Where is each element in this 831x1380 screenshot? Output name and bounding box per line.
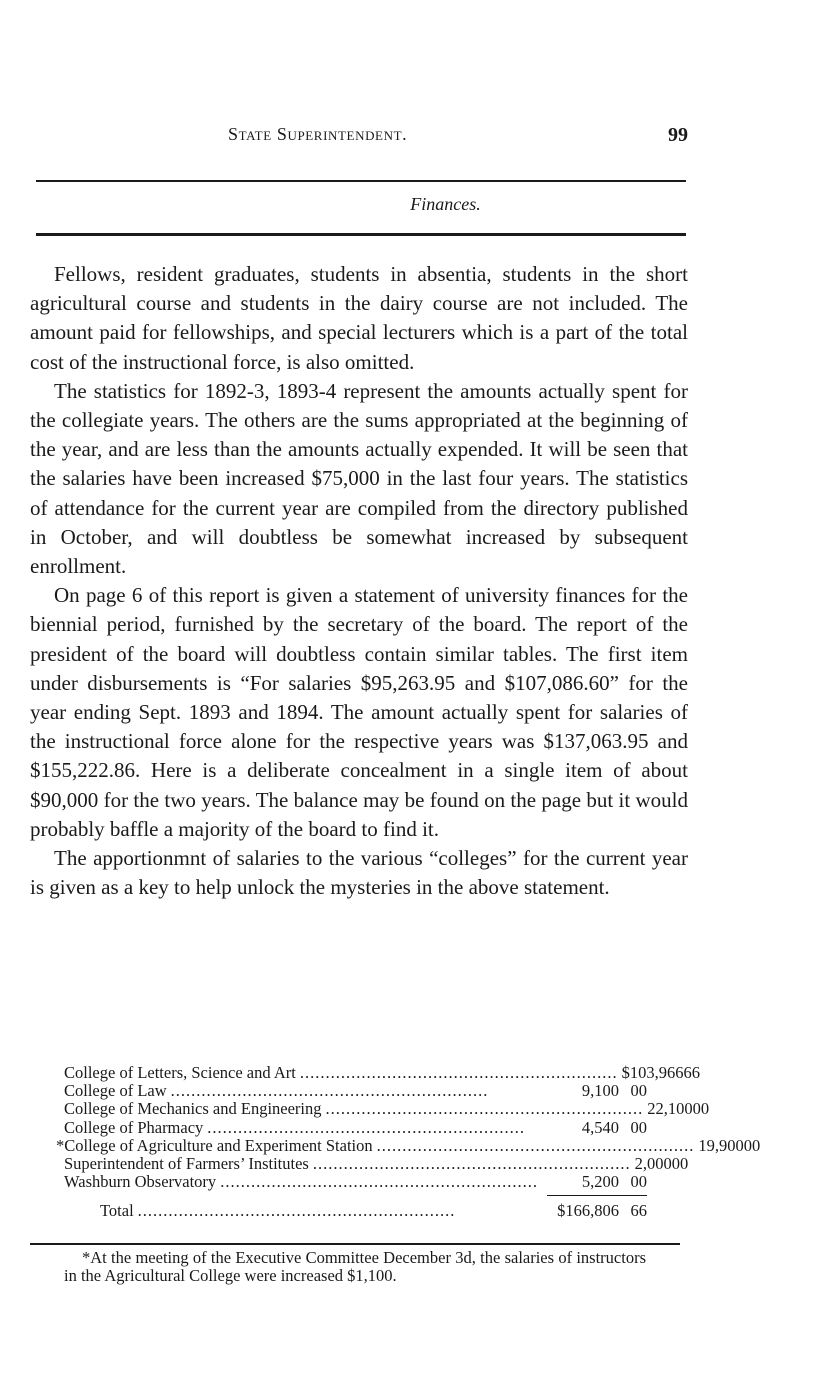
page-number: 99 <box>668 124 688 146</box>
footnote <box>64 1249 646 1285</box>
total-row <box>52 1202 647 1220</box>
footnote-text: *At the meeting of the Executive Committee December 3d, the salaries of instructors in the Agricultural College were increased $1,100. <box>64 1248 646 1285</box>
running-head: State Superintendent. <box>228 124 408 144</box>
row-cents: 00 <box>692 1099 710 1119</box>
paragraph: Fellows, resident graduates, students in absentia, students in the short agricultural course and students in the dairy course are not included. The amount paid for fellowships, and special lecturers which is a part of the total cost of the instructional force, is also omitted. <box>30 262 688 374</box>
leader-dots: .............................................................. <box>325 1099 644 1119</box>
row-dollars: $103,966 <box>621 1063 684 1082</box>
leader-dots: .............................................................. <box>376 1135 695 1155</box>
leader-dots: .............................................................. <box>207 1117 526 1137</box>
row-dollars: 4,540 <box>581 1117 619 1137</box>
row-label: College of Mechanics and Engineering <box>64 1099 322 1119</box>
row-label: Superintendent of Farmers’ Institutes <box>64 1154 309 1174</box>
header-rule-top <box>36 180 686 182</box>
paragraph: The statistics for 1892-3, 1893-4 represent the amounts actually spent for the collegiate years. The others are the sums appropriated at the beginning of the year, and are less than the amounts actually expended. It will be seen that the salaries have been increased $75,000 in the last four years. The statistics of attendance for the current year are compiled from the directory published in October, and will doubtless be somewhat increased by subsequent enrollment. <box>30 378 688 579</box>
row-dollars: 5,200 <box>581 1172 619 1192</box>
total-dollars: $166,806 <box>557 1201 619 1221</box>
row-cents: 00 <box>630 1081 647 1101</box>
leader-dots: .............................................................. <box>170 1081 489 1101</box>
row-dollars: 2,000 <box>634 1154 672 1174</box>
row-cents: 00 <box>630 1172 647 1192</box>
footnote-rule <box>30 1243 680 1245</box>
row-cents: 00 <box>743 1135 761 1155</box>
table-row <box>52 1063 700 1082</box>
body-text <box>30 260 688 902</box>
table-row <box>52 1154 689 1174</box>
page-header <box>0 124 831 154</box>
table-row <box>52 1135 761 1155</box>
table-row <box>52 1099 710 1119</box>
paragraph: On page 6 of this report is given a statement of university finances for the biennial period, furnished by the secretary of the board. The report of the president of the board will doubtless contain similar tables. The first item under disbursements is “For salaries $95,263.95 and $107,086.60” for the year ending Sept. 1893 and 1894. The amount actually spent for salaries of the instructional force alone for the respective years was $137,063.95 and $155,222.86. Here is a deliberate concealment in a single item of about $90,000 for the two years. The balance may be found on the page but it would probably baffle a majority of the board to find it. <box>30 583 688 841</box>
row-label: College of Pharmacy <box>64 1117 204 1137</box>
header-rule-bottom <box>36 233 686 236</box>
total-cents: 66 <box>630 1201 647 1221</box>
leader-dots: .............................................................. <box>220 1172 538 1192</box>
paragraph: The apportionmnt of salaries to the various “colleges” for the current year is given as a key to help unlock the mysteries in the above statement. <box>30 846 688 900</box>
row-cents: 00 <box>630 1117 647 1137</box>
table-row <box>52 1173 647 1191</box>
row-dollars: 22,100 <box>647 1099 693 1119</box>
row-cents: 00 <box>671 1154 689 1174</box>
total-label: Total <box>100 1201 134 1221</box>
sum-rule <box>547 1195 647 1196</box>
row-label: Washburn Observatory <box>64 1172 217 1192</box>
row-label: *College of Agriculture and Experiment Station <box>56 1135 373 1155</box>
table-row <box>52 1082 647 1100</box>
row-dollars: 9,100 <box>581 1081 619 1101</box>
leader-dots: .............................................................. <box>137 1201 456 1221</box>
row-cents: 66 <box>683 1063 700 1082</box>
leader-dots: .............................................................. <box>312 1154 631 1174</box>
row-dollars: 19,900 <box>698 1135 744 1155</box>
row-label: College of Law <box>64 1081 167 1101</box>
salary-table <box>52 1063 761 1221</box>
section-title: Finances. <box>410 194 481 214</box>
row-label: College of Letters, Science and Art <box>64 1063 296 1082</box>
leader-dots: .............................................................. <box>299 1063 618 1082</box>
table-row <box>52 1119 647 1137</box>
